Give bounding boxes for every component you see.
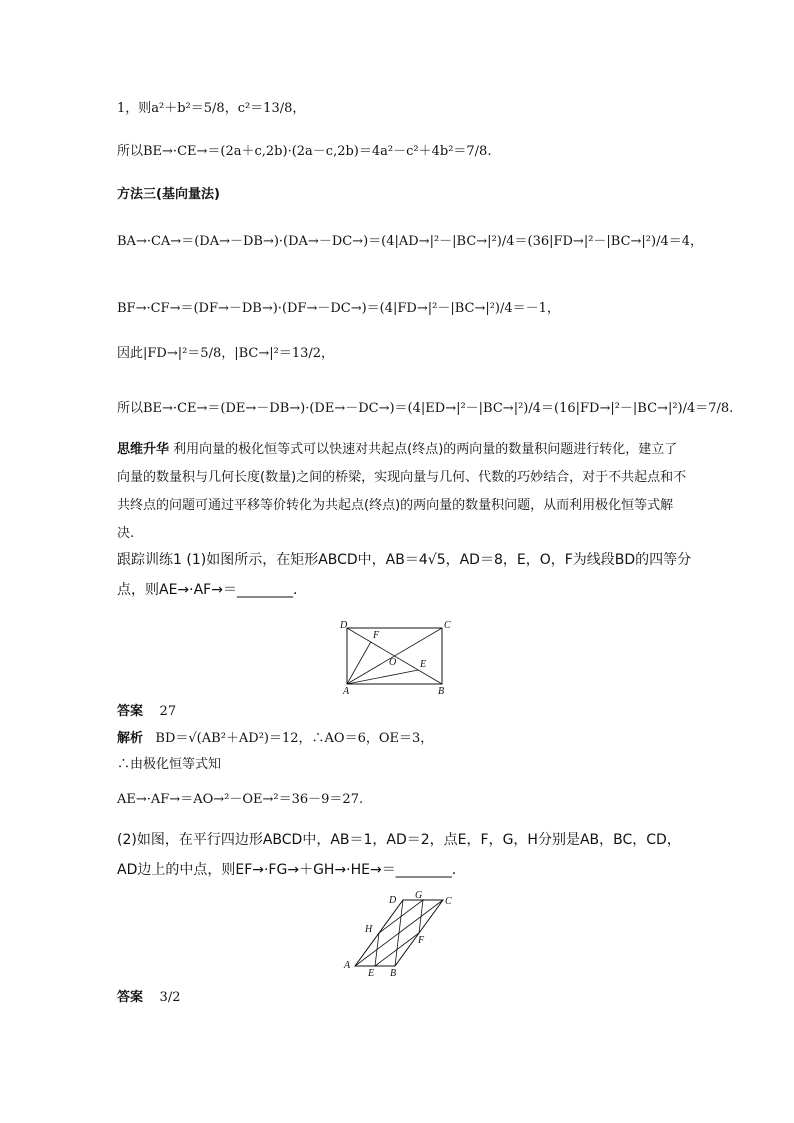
rectangle-figure [335, 618, 465, 698]
label-h: H [365, 924, 373, 935]
answer-1-value: 27 [159, 704, 177, 719]
answer-2 [117, 990, 180, 1006]
answer-1-label: 答案 [117, 704, 144, 719]
answer-1 [117, 704, 176, 720]
question-1-text: 跟踪训练1 (1)如图所示，在矩形ABCD中，AB＝4√5，AD＝8，E，O，F为线段BD的四等分点，则AE→·AF→＝________. [117, 552, 692, 598]
thinking-text: 利用向量的极化恒等式可以快速对共起点(终点)的两向量的数量积问题进行转化，建立了向量的数量积与几何长度(数量)之间的桥梁，实现向量与几何、代数的巧妙结合，对于不共起点和不共终点的问题可通过平移等价转化为共起点(终点)的两向量的数量积问题，从而利用极化恒等式解决. [117, 442, 687, 541]
line-ba-ca: BA→·CA→＝(DA→－DB→)·(DA→－DC→)＝(4|AD→|²－|BC→|²)/4＝(36|FD→|²－|BC→|²)/4＝4， [117, 234, 704, 249]
label-e: E [420, 659, 427, 670]
line-1: 1，则a²＋b²＝5/8，c²＝13/8， [117, 101, 306, 116]
label-d: D [340, 620, 348, 631]
thinking-section [117, 436, 687, 548]
analysis-line-2: ∴由极化恒等式知 [117, 757, 222, 772]
label-c: C [444, 620, 451, 631]
analysis-line-3: AE→·AF→＝AO→²－OE→²＝36－9＝27. [117, 792, 364, 807]
answer-2-label: 答案 [117, 990, 144, 1005]
segment-af [347, 642, 371, 684]
line-2: 所以BE→·CE→＝(2a＋c,2b)·(2a－c,2b)＝4a²－c²＋4b²＝7/8. [117, 144, 492, 159]
label-e2: E [368, 968, 375, 978]
analysis-label: 解析 [117, 731, 144, 746]
question-2-text: (2)如图，在平行四边形ABCD中，AB＝1，AD＝2，点E，F，G，H分别是AB，BC，CD，AD边上的中点，则EF→·FG→＋GH→·HE→＝________. [117, 832, 681, 878]
label-a: A [343, 686, 350, 697]
line-fd-bc: 因此|FD→|²＝5/8，|BC→|²＝13/2， [117, 346, 335, 361]
label-g: G [415, 890, 423, 901]
method-three-heading: 方法三(基向量法) [117, 187, 220, 202]
analysis-line-1: BD＝√(AB²＋AD²)＝12，∴AO＝6，OE＝3， [155, 731, 434, 746]
label-o: O [389, 657, 397, 668]
segment-ae [347, 670, 418, 684]
label-f2: F [418, 935, 425, 946]
label-d2: D [389, 895, 397, 906]
parallelogram-figure [335, 888, 460, 978]
label-c2: C [445, 896, 452, 907]
label-b: B [438, 686, 445, 697]
line-be-ce: 所以BE→·CE→＝(DE→－DB→)·(DE→－DC→)＝(4|ED→|²－|BC→|²)/4＝(16|FD→|²－|BC→|²)/4＝7/8. [117, 401, 734, 416]
analysis-1 [117, 731, 433, 747]
label-f: F [373, 630, 380, 641]
answer-2-value: 3/2 [159, 990, 181, 1005]
thinking-label: 思维升华 [117, 442, 170, 457]
line-bf-cf: BF→·CF→＝(DF→－DB→)·(DF→－DC→)＝(4|FD→|²－|BC→|²)/4＝－1， [117, 301, 560, 316]
label-a2: A [344, 960, 351, 971]
label-b2: B [390, 968, 397, 978]
